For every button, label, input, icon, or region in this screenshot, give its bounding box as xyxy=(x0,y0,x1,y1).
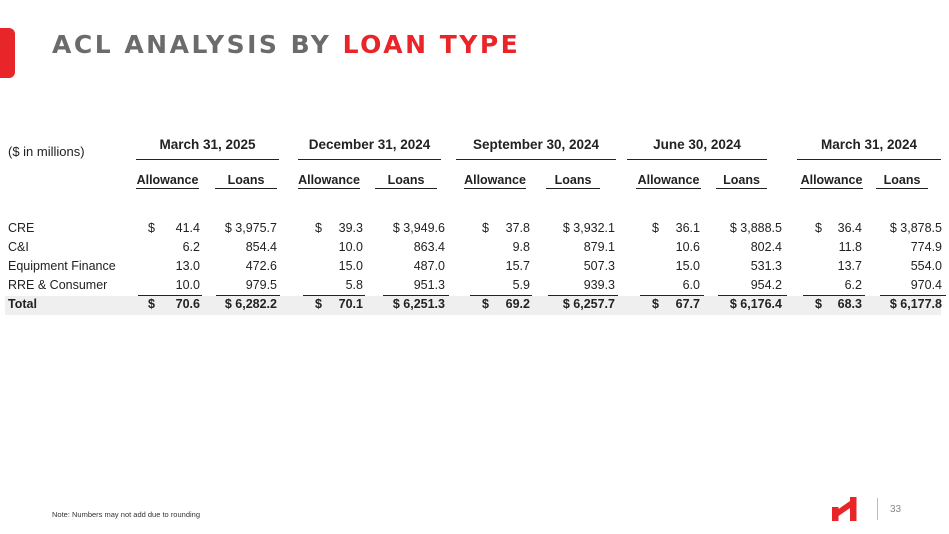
currency-symbol: $ xyxy=(815,297,822,311)
loans-amount: 939.3 xyxy=(583,278,615,292)
loans-amount: 951.3 xyxy=(413,278,445,292)
currency-symbol: $ xyxy=(729,221,737,235)
row-label: CRE xyxy=(8,221,35,235)
allowance-value: 6.2 xyxy=(844,278,862,292)
title-highlight: LOAN TYPE xyxy=(342,30,521,59)
period-header: September 30, 2024 xyxy=(456,137,616,160)
allowance-header: Allowance xyxy=(464,173,526,187)
loans-value xyxy=(584,259,615,273)
loans-header: Loans xyxy=(876,173,928,189)
allowance-value: 15.0 xyxy=(338,259,363,273)
currency-symbol: $ xyxy=(815,221,822,235)
loans-value xyxy=(225,221,277,235)
period-header: December 31, 2024 xyxy=(298,137,441,160)
currency-symbol: $ xyxy=(482,297,489,311)
allowance-value: 39.3 xyxy=(338,221,363,235)
loans-value xyxy=(890,221,942,235)
subtotal-underline xyxy=(803,295,865,296)
loans-amount: 3,949.6 xyxy=(403,221,445,235)
loans-value xyxy=(911,240,942,254)
allowance-value: 69.2 xyxy=(505,297,530,311)
currency-symbol: $ xyxy=(224,297,232,311)
loans-amount: 854.4 xyxy=(245,240,277,254)
allowance-value: 6.2 xyxy=(182,240,200,254)
loans-amount: 554.0 xyxy=(910,259,942,273)
loans-value xyxy=(584,240,615,254)
currency-symbol: $ xyxy=(148,297,155,311)
allowance-value: 13.7 xyxy=(837,259,862,273)
currency-symbol: $ xyxy=(652,221,659,235)
subtotal-underline xyxy=(383,295,449,296)
loans-amount: 487.0 xyxy=(413,259,445,273)
loans-amount: 3,932.1 xyxy=(573,221,615,235)
allowance-value: 11.8 xyxy=(838,240,862,254)
allowance-value: 13.0 xyxy=(175,259,200,273)
currency-symbol: $ xyxy=(315,297,322,311)
loans-amount: 3,975.7 xyxy=(235,221,277,235)
page-title xyxy=(52,30,520,59)
loans-amount: 3,888.5 xyxy=(740,221,782,235)
subtotal-underline xyxy=(138,295,202,296)
footer-divider xyxy=(877,498,878,520)
loans-value xyxy=(730,297,782,311)
loans-value xyxy=(911,278,942,292)
allowance-value: 10.6 xyxy=(675,240,700,254)
allowance-value: 36.1 xyxy=(675,221,700,235)
loans-amount: 6,257.7 xyxy=(573,297,615,311)
row-label: Equipment Finance xyxy=(8,259,116,273)
loans-amount: 507.3 xyxy=(583,259,615,273)
period-header: March 31, 2024 xyxy=(797,137,941,160)
currency-symbol: $ xyxy=(562,221,570,235)
footnote: Note: Numbers may not add due to rounding xyxy=(52,510,201,519)
loans-amount: 954.2 xyxy=(750,278,782,292)
loans-amount: 774.9 xyxy=(910,240,942,254)
loans-amount: 879.1 xyxy=(583,240,615,254)
allowance-value: 15.0 xyxy=(675,259,700,273)
currency-symbol: $ xyxy=(392,221,400,235)
currency-symbol: $ xyxy=(392,297,400,311)
loans-value xyxy=(393,297,445,311)
loans-amount: 3,878.5 xyxy=(900,221,942,235)
allowance-value: 5.9 xyxy=(512,278,530,292)
allowance-header: Allowance xyxy=(298,173,360,187)
subtotal-underline xyxy=(303,295,365,296)
currency-symbol: $ xyxy=(889,221,897,235)
allowance-header: Allowance xyxy=(136,173,199,187)
row-label: C&I xyxy=(8,240,29,254)
loans-value xyxy=(563,221,615,235)
allowance-value: 70.6 xyxy=(175,297,200,311)
loans-amount: 970.4 xyxy=(910,278,942,292)
subtotal-underline xyxy=(880,295,946,296)
loans-header: Loans xyxy=(546,173,600,189)
allowance-value: 67.7 xyxy=(675,297,700,311)
total-label: Total xyxy=(8,297,37,311)
allowance-value: 10.0 xyxy=(338,240,363,254)
units-label: ($ in millions) xyxy=(8,144,85,159)
title-main: ACL ANALYSIS BY xyxy=(52,30,343,59)
allowance-header: Allowance xyxy=(800,173,863,187)
loans-value xyxy=(751,259,782,273)
allowance-value: 41.4 xyxy=(175,221,200,235)
loans-amount: 472.6 xyxy=(245,259,277,273)
allowance-value: 10.0 xyxy=(175,278,200,292)
currency-symbol: $ xyxy=(148,221,155,235)
subtotal-underline xyxy=(470,295,532,296)
row-label: RRE & Consumer xyxy=(8,278,108,292)
period-header: March 31, 2025 xyxy=(136,137,279,160)
allowance-value: 5.8 xyxy=(345,278,363,292)
loans-amount: 6,176.4 xyxy=(740,297,782,311)
currency-symbol: $ xyxy=(315,221,322,235)
loans-header: Loans xyxy=(215,173,277,189)
currency-symbol: $ xyxy=(889,297,897,311)
loans-value xyxy=(911,259,942,273)
loans-value xyxy=(246,259,277,273)
subtotal-underline xyxy=(216,295,280,296)
loans-value xyxy=(246,240,277,254)
loans-amount: 6,251.3 xyxy=(403,297,445,311)
currency-symbol: $ xyxy=(482,221,489,235)
allowance-value: 36.4 xyxy=(837,221,862,235)
loans-amount: 6,282.2 xyxy=(235,297,277,311)
loans-value xyxy=(225,297,277,311)
total-row-background xyxy=(5,296,941,315)
loans-header: Loans xyxy=(375,173,437,189)
allowance-value: 37.8 xyxy=(505,221,530,235)
currency-symbol: $ xyxy=(652,297,659,311)
loans-value xyxy=(246,278,277,292)
allowance-header: Allowance xyxy=(637,173,700,187)
page-number: 33 xyxy=(890,504,902,515)
subtotal-underline xyxy=(548,295,618,296)
loans-value xyxy=(584,278,615,292)
loans-amount: 802.4 xyxy=(750,240,782,254)
currency-symbol: $ xyxy=(224,221,232,235)
loans-amount: 6,177.8 xyxy=(900,297,942,311)
loans-amount: 531.3 xyxy=(750,259,782,273)
loans-value xyxy=(414,240,445,254)
loans-value xyxy=(890,297,942,311)
subtotal-underline xyxy=(640,295,704,296)
subtotal-underline xyxy=(718,295,787,296)
allowance-value: 6.0 xyxy=(682,278,700,292)
loans-value xyxy=(730,221,782,235)
period-header: June 30, 2024 xyxy=(627,137,767,160)
loans-amount: 979.5 xyxy=(245,278,277,292)
currency-symbol: $ xyxy=(729,297,737,311)
loans-value xyxy=(751,240,782,254)
loans-amount: 863.4 xyxy=(413,240,445,254)
allowance-value: 70.1 xyxy=(338,297,363,311)
currency-symbol: $ xyxy=(562,297,570,311)
loans-value xyxy=(414,259,445,273)
allowance-value: 15.7 xyxy=(505,259,530,273)
loans-value xyxy=(393,221,445,235)
allowance-value: 68.3 xyxy=(837,297,862,311)
company-logo-icon xyxy=(832,497,862,521)
loans-value xyxy=(563,297,615,311)
accent-bar xyxy=(0,28,15,78)
loans-value xyxy=(414,278,445,292)
loans-header: Loans xyxy=(716,173,767,189)
allowance-value: 9.8 xyxy=(512,240,530,254)
loans-value xyxy=(751,278,782,292)
